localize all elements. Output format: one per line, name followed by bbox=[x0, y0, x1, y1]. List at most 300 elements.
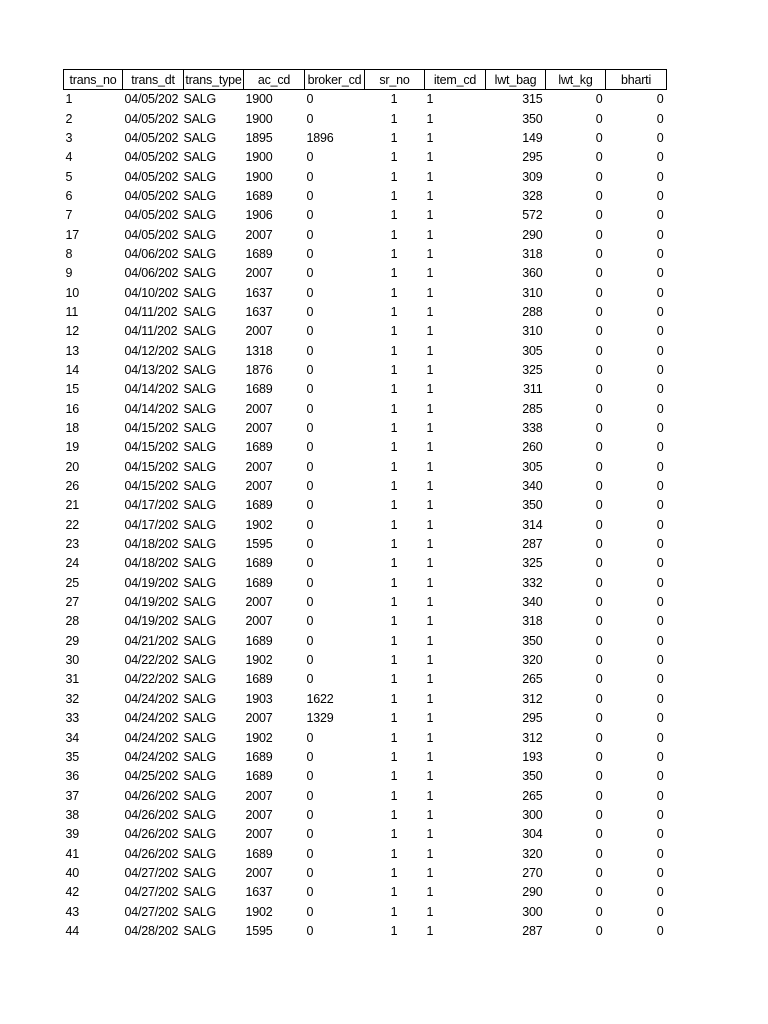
cell-lwt-kg[interactable]: 0 bbox=[595, 227, 603, 242]
cell-lwt-bag[interactable]: 318 bbox=[522, 246, 543, 261]
cell-bharti[interactable]: 0 bbox=[656, 246, 664, 261]
cell-trans-dt[interactable]: 04/12/202 bbox=[124, 343, 179, 358]
cell-trans-type[interactable]: SALG bbox=[183, 614, 217, 629]
cell-ac-cd[interactable]: 2007 bbox=[245, 595, 273, 610]
cell-trans-dt[interactable]: 04/11/202 bbox=[124, 304, 178, 319]
cell-item-cd[interactable]: 1 bbox=[426, 923, 434, 938]
cell-bharti[interactable]: 0 bbox=[656, 923, 664, 938]
cell-lwt-kg[interactable]: 0 bbox=[595, 711, 603, 726]
cell-broker-cd[interactable]: 0 bbox=[306, 266, 314, 281]
cell-sr-no[interactable]: 1 bbox=[390, 382, 398, 397]
cell-lwt-bag[interactable]: 332 bbox=[522, 575, 543, 590]
cell-sr-no[interactable]: 1 bbox=[390, 188, 398, 203]
cell-sr-no[interactable]: 1 bbox=[390, 575, 398, 590]
cell-trans-type[interactable]: SALG bbox=[183, 575, 217, 590]
cell-lwt-bag[interactable]: 325 bbox=[522, 362, 543, 377]
cell-ac-cd[interactable]: 1895 bbox=[245, 130, 273, 145]
cell-item-cd[interactable]: 1 bbox=[426, 169, 434, 184]
cell-trans-type[interactable]: SALG bbox=[183, 285, 217, 300]
cell-item-cd[interactable]: 1 bbox=[426, 885, 434, 900]
cell-item-cd[interactable]: 1 bbox=[426, 846, 434, 861]
column-header-trans-type[interactable]: trans_type bbox=[184, 70, 244, 90]
cell-lwt-bag[interactable]: 310 bbox=[522, 324, 543, 339]
cell-trans-dt[interactable]: 04/22/202 bbox=[124, 653, 179, 668]
cell-sr-no[interactable]: 1 bbox=[390, 208, 398, 223]
cell-trans-dt[interactable]: 04/18/202 bbox=[124, 537, 179, 552]
cell-lwt-kg[interactable]: 0 bbox=[595, 885, 603, 900]
cell-broker-cd[interactable]: 0 bbox=[306, 672, 314, 687]
cell-lwt-bag[interactable]: 285 bbox=[522, 401, 543, 416]
cell-lwt-bag[interactable]: 287 bbox=[522, 537, 543, 552]
cell-trans-dt[interactable]: 04/24/202 bbox=[124, 730, 179, 745]
cell-trans-no[interactable]: 27 bbox=[65, 595, 80, 610]
cell-broker-cd[interactable]: 0 bbox=[306, 401, 314, 416]
cell-trans-no[interactable]: 23 bbox=[65, 537, 80, 552]
cell-sr-no[interactable]: 1 bbox=[390, 150, 398, 165]
cell-sr-no[interactable]: 1 bbox=[390, 537, 398, 552]
cell-lwt-bag[interactable]: 360 bbox=[522, 266, 543, 281]
cell-sr-no[interactable]: 1 bbox=[390, 633, 398, 648]
column-header-sr-no[interactable]: sr_no bbox=[365, 70, 425, 90]
cell-bharti[interactable]: 0 bbox=[656, 304, 664, 319]
cell-trans-no[interactable]: 31 bbox=[65, 672, 80, 687]
cell-lwt-bag[interactable]: 312 bbox=[522, 730, 543, 745]
cell-lwt-kg[interactable]: 0 bbox=[595, 904, 603, 919]
cell-bharti[interactable]: 0 bbox=[656, 169, 664, 184]
cell-bharti[interactable]: 0 bbox=[656, 807, 664, 822]
cell-lwt-kg[interactable]: 0 bbox=[595, 246, 603, 261]
cell-trans-no[interactable]: 15 bbox=[65, 382, 80, 397]
cell-trans-type[interactable]: SALG bbox=[183, 595, 217, 610]
cell-bharti[interactable]: 0 bbox=[656, 285, 664, 300]
cell-bharti[interactable]: 0 bbox=[656, 401, 664, 416]
column-header-trans-no[interactable]: trans_no bbox=[64, 70, 123, 90]
column-header-bharti[interactable]: bharti bbox=[606, 70, 667, 90]
cell-trans-no[interactable]: 19 bbox=[65, 440, 80, 455]
cell-sr-no[interactable]: 1 bbox=[390, 285, 398, 300]
cell-ac-cd[interactable]: 1689 bbox=[245, 769, 273, 784]
cell-lwt-bag[interactable]: 325 bbox=[522, 556, 543, 571]
cell-ac-cd[interactable]: 1637 bbox=[245, 285, 273, 300]
cell-trans-dt[interactable]: 04/24/202 bbox=[124, 711, 179, 726]
cell-trans-type[interactable]: SALG bbox=[183, 653, 217, 668]
cell-lwt-bag[interactable]: 300 bbox=[522, 904, 543, 919]
cell-broker-cd[interactable]: 1622 bbox=[306, 691, 334, 706]
cell-lwt-bag[interactable]: 314 bbox=[522, 517, 543, 532]
cell-trans-no[interactable]: 32 bbox=[65, 691, 80, 706]
cell-lwt-bag[interactable]: 350 bbox=[522, 633, 543, 648]
cell-bharti[interactable]: 0 bbox=[656, 730, 664, 745]
cell-lwt-kg[interactable]: 0 bbox=[595, 498, 603, 513]
cell-broker-cd[interactable]: 0 bbox=[306, 846, 314, 861]
cell-lwt-kg[interactable]: 0 bbox=[595, 111, 603, 126]
cell-broker-cd[interactable]: 0 bbox=[306, 498, 314, 513]
cell-broker-cd[interactable]: 0 bbox=[306, 653, 314, 668]
cell-sr-no[interactable]: 1 bbox=[390, 885, 398, 900]
cell-item-cd[interactable]: 1 bbox=[426, 827, 434, 842]
cell-bharti[interactable]: 0 bbox=[656, 749, 664, 764]
cell-item-cd[interactable]: 1 bbox=[426, 807, 434, 822]
cell-lwt-bag[interactable]: 287 bbox=[522, 923, 543, 938]
cell-item-cd[interactable]: 1 bbox=[426, 266, 434, 281]
cell-broker-cd[interactable]: 0 bbox=[306, 575, 314, 590]
cell-bharti[interactable]: 0 bbox=[656, 788, 664, 803]
cell-trans-type[interactable]: SALG bbox=[183, 517, 217, 532]
cell-lwt-bag[interactable]: 300 bbox=[522, 807, 543, 822]
cell-ac-cd[interactable]: 1689 bbox=[245, 440, 273, 455]
cell-lwt-bag[interactable]: 318 bbox=[522, 614, 543, 629]
cell-ac-cd[interactable]: 2007 bbox=[245, 711, 273, 726]
cell-broker-cd[interactable]: 0 bbox=[306, 769, 314, 784]
cell-sr-no[interactable]: 1 bbox=[390, 304, 398, 319]
cell-trans-type[interactable]: SALG bbox=[183, 691, 217, 706]
cell-broker-cd[interactable]: 0 bbox=[306, 246, 314, 261]
cell-lwt-kg[interactable]: 0 bbox=[595, 130, 603, 145]
cell-lwt-bag[interactable]: 260 bbox=[522, 440, 543, 455]
cell-lwt-bag[interactable]: 305 bbox=[522, 343, 543, 358]
cell-item-cd[interactable]: 1 bbox=[426, 459, 434, 474]
cell-trans-type[interactable]: SALG bbox=[183, 556, 217, 571]
cell-lwt-kg[interactable]: 0 bbox=[595, 208, 603, 223]
cell-lwt-kg[interactable]: 0 bbox=[595, 672, 603, 687]
cell-trans-dt[interactable]: 04/26/202 bbox=[124, 788, 179, 803]
cell-trans-type[interactable]: SALG bbox=[183, 923, 217, 938]
cell-trans-dt[interactable]: 04/19/202 bbox=[124, 614, 179, 629]
cell-sr-no[interactable]: 1 bbox=[390, 130, 398, 145]
cell-trans-no[interactable]: 43 bbox=[65, 904, 80, 919]
cell-sr-no[interactable]: 1 bbox=[390, 691, 398, 706]
cell-trans-dt[interactable]: 04/11/202 bbox=[124, 324, 178, 339]
cell-trans-dt[interactable]: 04/13/202 bbox=[124, 362, 179, 377]
cell-ac-cd[interactable]: 1689 bbox=[245, 672, 273, 687]
cell-item-cd[interactable]: 1 bbox=[426, 440, 434, 455]
cell-ac-cd[interactable]: 2007 bbox=[245, 227, 273, 242]
cell-lwt-kg[interactable]: 0 bbox=[595, 440, 603, 455]
cell-item-cd[interactable]: 1 bbox=[426, 595, 434, 610]
cell-bharti[interactable]: 0 bbox=[656, 904, 664, 919]
cell-trans-no[interactable]: 20 bbox=[65, 459, 80, 474]
cell-broker-cd[interactable]: 1329 bbox=[306, 711, 334, 726]
cell-ac-cd[interactable]: 1595 bbox=[245, 537, 273, 552]
cell-ac-cd[interactable]: 2007 bbox=[245, 865, 273, 880]
cell-lwt-bag[interactable]: 149 bbox=[522, 130, 543, 145]
cell-trans-dt[interactable]: 04/05/202 bbox=[124, 130, 179, 145]
cell-trans-type[interactable]: SALG bbox=[183, 769, 217, 784]
cell-trans-type[interactable]: SALG bbox=[183, 150, 217, 165]
cell-trans-type[interactable]: SALG bbox=[183, 846, 217, 861]
cell-item-cd[interactable]: 1 bbox=[426, 498, 434, 513]
cell-bharti[interactable]: 0 bbox=[656, 382, 664, 397]
cell-lwt-kg[interactable]: 0 bbox=[595, 614, 603, 629]
cell-trans-no[interactable]: 4 bbox=[65, 150, 73, 165]
cell-lwt-kg[interactable]: 0 bbox=[595, 846, 603, 861]
cell-trans-dt[interactable]: 04/26/202 bbox=[124, 846, 179, 861]
cell-broker-cd[interactable]: 0 bbox=[306, 227, 314, 242]
cell-bharti[interactable]: 0 bbox=[656, 711, 664, 726]
cell-lwt-kg[interactable]: 0 bbox=[595, 324, 603, 339]
cell-ac-cd[interactable]: 1689 bbox=[245, 556, 273, 571]
cell-trans-no[interactable]: 41 bbox=[65, 846, 80, 861]
cell-lwt-kg[interactable]: 0 bbox=[595, 382, 603, 397]
cell-trans-dt[interactable]: 04/22/202 bbox=[124, 672, 179, 687]
cell-trans-dt[interactable]: 04/19/202 bbox=[124, 595, 179, 610]
cell-bharti[interactable]: 0 bbox=[656, 92, 664, 107]
cell-ac-cd[interactable]: 2007 bbox=[245, 788, 273, 803]
cell-lwt-kg[interactable]: 0 bbox=[595, 517, 603, 532]
cell-sr-no[interactable]: 1 bbox=[390, 459, 398, 474]
cell-trans-no[interactable]: 11 bbox=[65, 304, 79, 319]
cell-sr-no[interactable]: 1 bbox=[390, 169, 398, 184]
cell-sr-no[interactable]: 1 bbox=[390, 421, 398, 436]
cell-trans-type[interactable]: SALG bbox=[183, 885, 217, 900]
cell-lwt-kg[interactable]: 0 bbox=[595, 188, 603, 203]
cell-ac-cd[interactable]: 1900 bbox=[245, 169, 273, 184]
cell-lwt-kg[interactable]: 0 bbox=[595, 169, 603, 184]
cell-broker-cd[interactable]: 0 bbox=[306, 730, 314, 745]
cell-item-cd[interactable]: 1 bbox=[426, 614, 434, 629]
cell-broker-cd[interactable]: 0 bbox=[306, 111, 314, 126]
cell-item-cd[interactable]: 1 bbox=[426, 730, 434, 745]
cell-ac-cd[interactable]: 2007 bbox=[245, 479, 273, 494]
cell-trans-no[interactable]: 38 bbox=[65, 807, 80, 822]
cell-item-cd[interactable]: 1 bbox=[426, 150, 434, 165]
cell-sr-no[interactable]: 1 bbox=[390, 769, 398, 784]
cell-item-cd[interactable]: 1 bbox=[426, 769, 434, 784]
cell-trans-no[interactable]: 12 bbox=[65, 324, 80, 339]
cell-sr-no[interactable]: 1 bbox=[390, 749, 398, 764]
cell-broker-cd[interactable]: 0 bbox=[306, 885, 314, 900]
cell-item-cd[interactable]: 1 bbox=[426, 324, 434, 339]
cell-lwt-kg[interactable]: 0 bbox=[595, 362, 603, 377]
cell-lwt-bag[interactable]: 270 bbox=[522, 865, 543, 880]
cell-lwt-kg[interactable]: 0 bbox=[595, 556, 603, 571]
cell-trans-no[interactable]: 1 bbox=[65, 92, 73, 107]
cell-ac-cd[interactable]: 1903 bbox=[245, 691, 273, 706]
cell-trans-no[interactable]: 29 bbox=[65, 633, 80, 648]
cell-bharti[interactable]: 0 bbox=[656, 865, 664, 880]
cell-broker-cd[interactable]: 0 bbox=[306, 749, 314, 764]
cell-ac-cd[interactable]: 1902 bbox=[245, 517, 273, 532]
cell-sr-no[interactable]: 1 bbox=[390, 498, 398, 513]
cell-lwt-kg[interactable]: 0 bbox=[595, 575, 603, 590]
cell-item-cd[interactable]: 1 bbox=[426, 788, 434, 803]
cell-sr-no[interactable]: 1 bbox=[390, 479, 398, 494]
cell-ac-cd[interactable]: 1689 bbox=[245, 846, 273, 861]
cell-item-cd[interactable]: 1 bbox=[426, 362, 434, 377]
cell-trans-type[interactable]: SALG bbox=[183, 807, 217, 822]
cell-broker-cd[interactable]: 0 bbox=[306, 633, 314, 648]
cell-trans-type[interactable]: SALG bbox=[183, 246, 217, 261]
cell-item-cd[interactable]: 1 bbox=[426, 556, 434, 571]
cell-trans-dt[interactable]: 04/25/202 bbox=[124, 769, 179, 784]
cell-bharti[interactable]: 0 bbox=[656, 111, 664, 126]
cell-ac-cd[interactable]: 2007 bbox=[245, 459, 273, 474]
cell-sr-no[interactable]: 1 bbox=[390, 846, 398, 861]
cell-sr-no[interactable]: 1 bbox=[390, 904, 398, 919]
cell-bharti[interactable]: 0 bbox=[656, 324, 664, 339]
cell-ac-cd[interactable]: 1900 bbox=[245, 111, 273, 126]
cell-lwt-bag[interactable]: 320 bbox=[522, 653, 543, 668]
cell-trans-dt[interactable]: 04/06/202 bbox=[124, 266, 179, 281]
cell-ac-cd[interactable]: 1689 bbox=[245, 382, 273, 397]
cell-trans-dt[interactable]: 04/24/202 bbox=[124, 749, 179, 764]
cell-item-cd[interactable]: 1 bbox=[426, 227, 434, 242]
cell-lwt-kg[interactable]: 0 bbox=[595, 595, 603, 610]
cell-broker-cd[interactable]: 0 bbox=[306, 169, 314, 184]
cell-broker-cd[interactable]: 0 bbox=[306, 904, 314, 919]
cell-bharti[interactable]: 0 bbox=[656, 459, 664, 474]
cell-sr-no[interactable]: 1 bbox=[390, 711, 398, 726]
cell-item-cd[interactable]: 1 bbox=[426, 575, 434, 590]
cell-trans-type[interactable]: SALG bbox=[183, 440, 217, 455]
cell-trans-type[interactable]: SALG bbox=[183, 421, 217, 436]
cell-ac-cd[interactable]: 1876 bbox=[245, 362, 273, 377]
cell-ac-cd[interactable]: 2007 bbox=[245, 266, 273, 281]
cell-sr-no[interactable]: 1 bbox=[390, 246, 398, 261]
cell-trans-no[interactable]: 26 bbox=[65, 479, 80, 494]
cell-lwt-bag[interactable]: 312 bbox=[522, 691, 543, 706]
cell-bharti[interactable]: 0 bbox=[656, 343, 664, 358]
cell-sr-no[interactable]: 1 bbox=[390, 517, 398, 532]
cell-ac-cd[interactable]: 1689 bbox=[245, 498, 273, 513]
cell-lwt-kg[interactable]: 0 bbox=[595, 150, 603, 165]
cell-trans-dt[interactable]: 04/24/202 bbox=[124, 691, 179, 706]
cell-bharti[interactable]: 0 bbox=[656, 595, 664, 610]
cell-item-cd[interactable]: 1 bbox=[426, 188, 434, 203]
column-header-ac-cd[interactable]: ac_cd bbox=[244, 70, 305, 90]
cell-bharti[interactable]: 0 bbox=[656, 556, 664, 571]
cell-item-cd[interactable]: 1 bbox=[426, 711, 434, 726]
cell-ac-cd[interactable]: 2007 bbox=[245, 807, 273, 822]
cell-trans-type[interactable]: SALG bbox=[183, 498, 217, 513]
cell-bharti[interactable]: 0 bbox=[656, 266, 664, 281]
cell-broker-cd[interactable]: 0 bbox=[306, 479, 314, 494]
cell-trans-dt[interactable]: 04/15/202 bbox=[124, 440, 179, 455]
cell-trans-type[interactable]: SALG bbox=[183, 111, 217, 126]
cell-trans-type[interactable]: SALG bbox=[183, 169, 217, 184]
cell-sr-no[interactable]: 1 bbox=[390, 440, 398, 455]
cell-trans-no[interactable]: 16 bbox=[65, 401, 80, 416]
cell-ac-cd[interactable]: 1902 bbox=[245, 904, 273, 919]
cell-broker-cd[interactable]: 0 bbox=[306, 556, 314, 571]
cell-trans-dt[interactable]: 04/06/202 bbox=[124, 246, 179, 261]
cell-bharti[interactable]: 0 bbox=[656, 227, 664, 242]
cell-lwt-bag[interactable]: 265 bbox=[522, 672, 543, 687]
cell-sr-no[interactable]: 1 bbox=[390, 923, 398, 938]
cell-trans-type[interactable]: SALG bbox=[183, 324, 217, 339]
cell-trans-no[interactable]: 40 bbox=[65, 865, 80, 880]
cell-ac-cd[interactable]: 1595 bbox=[245, 923, 273, 938]
cell-bharti[interactable]: 0 bbox=[656, 421, 664, 436]
cell-broker-cd[interactable]: 0 bbox=[306, 150, 314, 165]
cell-trans-type[interactable]: SALG bbox=[183, 188, 217, 203]
cell-trans-type[interactable]: SALG bbox=[183, 633, 217, 648]
cell-lwt-bag[interactable]: 311 bbox=[523, 382, 543, 397]
cell-lwt-kg[interactable]: 0 bbox=[595, 537, 603, 552]
cell-ac-cd[interactable]: 1689 bbox=[245, 188, 273, 203]
cell-item-cd[interactable]: 1 bbox=[426, 672, 434, 687]
cell-lwt-bag[interactable]: 340 bbox=[522, 479, 543, 494]
cell-broker-cd[interactable]: 0 bbox=[306, 304, 314, 319]
cell-bharti[interactable]: 0 bbox=[656, 208, 664, 223]
cell-trans-no[interactable]: 9 bbox=[65, 266, 73, 281]
cell-lwt-bag[interactable]: 350 bbox=[522, 769, 543, 784]
column-header-item-cd[interactable]: item_cd bbox=[425, 70, 486, 90]
cell-trans-no[interactable]: 8 bbox=[65, 246, 73, 261]
cell-lwt-bag[interactable]: 340 bbox=[522, 595, 543, 610]
cell-lwt-kg[interactable]: 0 bbox=[595, 401, 603, 416]
cell-broker-cd[interactable]: 0 bbox=[306, 517, 314, 532]
cell-lwt-bag[interactable]: 338 bbox=[522, 421, 543, 436]
cell-lwt-kg[interactable]: 0 bbox=[595, 479, 603, 494]
cell-ac-cd[interactable]: 2007 bbox=[245, 827, 273, 842]
cell-sr-no[interactable]: 1 bbox=[390, 788, 398, 803]
cell-trans-no[interactable]: 6 bbox=[65, 188, 73, 203]
cell-broker-cd[interactable]: 0 bbox=[306, 362, 314, 377]
cell-bharti[interactable]: 0 bbox=[656, 575, 664, 590]
cell-lwt-kg[interactable]: 0 bbox=[595, 92, 603, 107]
cell-trans-no[interactable]: 34 bbox=[65, 730, 80, 745]
cell-item-cd[interactable]: 1 bbox=[426, 517, 434, 532]
cell-trans-dt[interactable]: 04/05/202 bbox=[124, 227, 179, 242]
cell-trans-type[interactable]: SALG bbox=[183, 672, 217, 687]
cell-trans-type[interactable]: SALG bbox=[183, 304, 217, 319]
cell-item-cd[interactable]: 1 bbox=[426, 537, 434, 552]
cell-lwt-kg[interactable]: 0 bbox=[595, 304, 603, 319]
cell-trans-no[interactable]: 10 bbox=[65, 285, 80, 300]
column-header-broker-cd[interactable]: broker_cd bbox=[305, 70, 365, 90]
cell-broker-cd[interactable]: 0 bbox=[306, 188, 314, 203]
cell-ac-cd[interactable]: 1689 bbox=[245, 749, 273, 764]
cell-lwt-kg[interactable]: 0 bbox=[595, 421, 603, 436]
cell-sr-no[interactable]: 1 bbox=[390, 556, 398, 571]
cell-broker-cd[interactable]: 0 bbox=[306, 827, 314, 842]
cell-sr-no[interactable]: 1 bbox=[390, 266, 398, 281]
cell-sr-no[interactable]: 1 bbox=[390, 653, 398, 668]
cell-trans-type[interactable]: SALG bbox=[183, 208, 217, 223]
cell-lwt-bag[interactable]: 290 bbox=[522, 885, 543, 900]
cell-trans-type[interactable]: SALG bbox=[183, 904, 217, 919]
cell-trans-dt[interactable]: 04/14/202 bbox=[124, 382, 179, 397]
cell-bharti[interactable]: 0 bbox=[656, 498, 664, 513]
cell-broker-cd[interactable]: 0 bbox=[306, 865, 314, 880]
cell-lwt-bag[interactable]: 315 bbox=[522, 92, 543, 107]
cell-lwt-bag[interactable]: 350 bbox=[522, 111, 543, 126]
cell-item-cd[interactable]: 1 bbox=[426, 382, 434, 397]
cell-broker-cd[interactable]: 0 bbox=[306, 537, 314, 552]
cell-lwt-bag[interactable]: 310 bbox=[522, 285, 543, 300]
cell-sr-no[interactable]: 1 bbox=[390, 401, 398, 416]
cell-lwt-kg[interactable]: 0 bbox=[595, 343, 603, 358]
cell-broker-cd[interactable]: 0 bbox=[306, 614, 314, 629]
cell-ac-cd[interactable]: 1689 bbox=[245, 246, 273, 261]
column-header-trans-dt[interactable]: trans_dt bbox=[123, 70, 184, 90]
cell-broker-cd[interactable]: 0 bbox=[306, 440, 314, 455]
cell-item-cd[interactable]: 1 bbox=[426, 904, 434, 919]
cell-trans-no[interactable]: 5 bbox=[65, 169, 73, 184]
cell-trans-dt[interactable]: 04/15/202 bbox=[124, 479, 179, 494]
cell-bharti[interactable]: 0 bbox=[656, 479, 664, 494]
cell-trans-type[interactable]: SALG bbox=[183, 362, 217, 377]
cell-sr-no[interactable]: 1 bbox=[390, 730, 398, 745]
cell-trans-type[interactable]: SALG bbox=[183, 459, 217, 474]
cell-trans-no[interactable]: 14 bbox=[65, 362, 80, 377]
cell-trans-type[interactable]: SALG bbox=[183, 730, 217, 745]
cell-trans-type[interactable]: SALG bbox=[183, 343, 217, 358]
cell-lwt-kg[interactable]: 0 bbox=[595, 865, 603, 880]
cell-lwt-bag[interactable]: 295 bbox=[522, 711, 543, 726]
cell-trans-type[interactable]: SALG bbox=[183, 788, 217, 803]
